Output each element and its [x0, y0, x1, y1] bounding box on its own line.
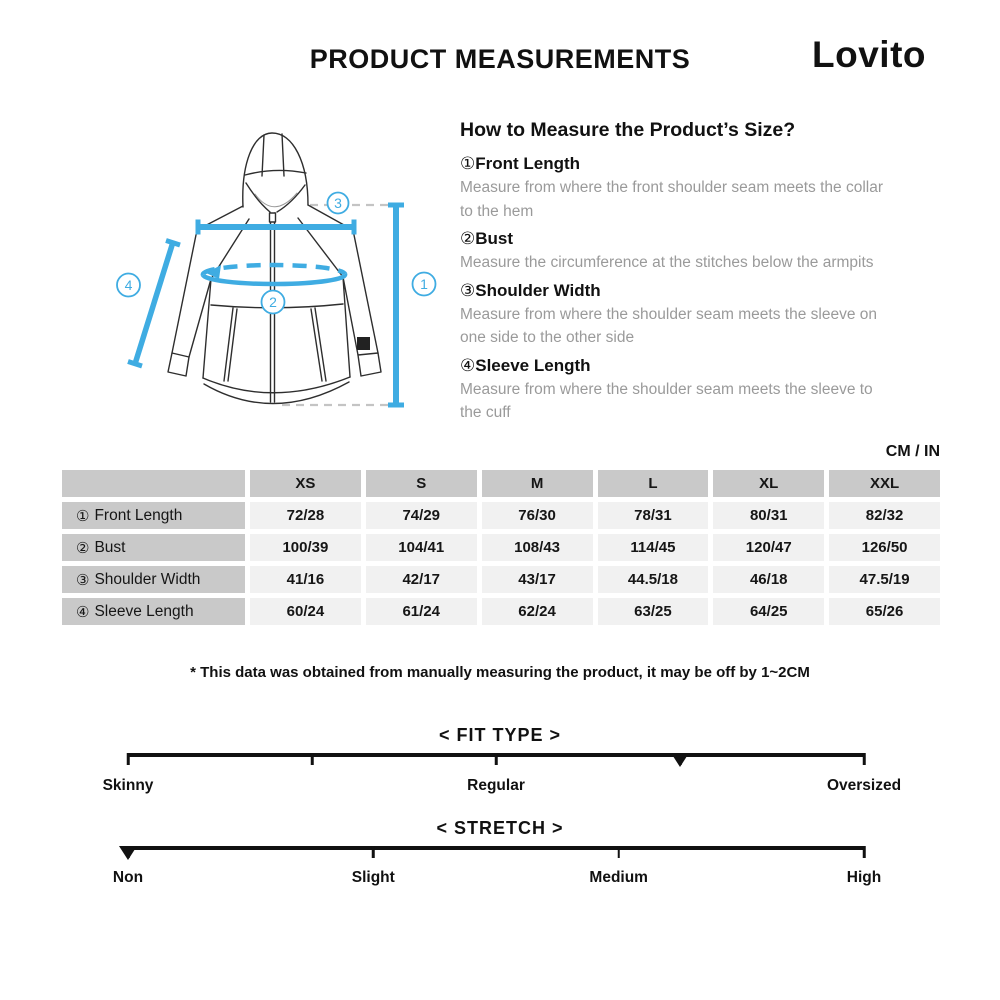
jacket-label-patch: [357, 337, 370, 350]
scale-label: Non: [112, 869, 144, 886]
scale-tick: [617, 846, 620, 858]
size-value: 62/24: [482, 598, 593, 625]
size-value: 64/25: [713, 598, 824, 625]
scale-tick: [863, 846, 866, 858]
size-value: 63/25: [598, 598, 709, 625]
column-header: L: [598, 470, 709, 497]
size-value: 46/18: [713, 566, 824, 593]
circled-number: ①: [460, 154, 476, 173]
brand-logo: Lovito: [812, 34, 926, 75]
howto-item-1: [460, 151, 938, 223]
column-header: XXL: [829, 470, 940, 497]
column-header: M: [482, 470, 593, 497]
svg-text:2: 2: [269, 294, 277, 310]
scale-label: Oversized: [826, 777, 902, 794]
size-value: 120/47: [713, 534, 824, 561]
scale-tick: [863, 753, 866, 765]
row-label: [62, 566, 245, 593]
scale-label: Slight: [351, 869, 395, 886]
jacket-outline: [168, 133, 381, 404]
footnote: * This data was obtained from manually measuring the product, it may be off by 1~2CM: [190, 664, 810, 681]
annotation-1: [413, 273, 436, 296]
howto-item-label: [460, 353, 938, 378]
scale-label: Skinny: [102, 777, 154, 794]
diagram-annotations: [117, 193, 436, 314]
row-label-text: Bust: [94, 538, 126, 556]
size-value: 74/29: [366, 502, 477, 529]
size-value: 76/30: [482, 502, 593, 529]
table-corner-cell: [62, 470, 245, 497]
page-title: PRODUCT MEASUREMENTS: [309, 44, 691, 74]
circled-number: ②: [460, 229, 476, 248]
annotation-2: [262, 291, 285, 314]
howto-item-desc: Measure from where the shoulder seam meets the sleeve on one side to the other side: [460, 305, 877, 346]
fit-type-labels: [102, 777, 902, 797]
size-value: 65/26: [829, 598, 940, 625]
stretch-scale: [128, 846, 864, 850]
howto-list: [460, 151, 938, 425]
svg-text:1: 1: [420, 276, 428, 292]
howto-item-4: [460, 353, 938, 425]
size-value: 100/39: [250, 534, 361, 561]
scale-tick: [495, 753, 498, 765]
size-value: 82/32: [829, 502, 940, 529]
circled-number: ①: [76, 507, 90, 525]
howto-item-label: [460, 151, 938, 176]
circled-number: ③: [460, 280, 476, 300]
units-label: CM / IN: [885, 443, 940, 460]
row-label: [62, 534, 245, 561]
column-header: XL: [713, 470, 824, 497]
row-label-text: Shoulder Width: [94, 570, 201, 588]
howto-item-name: Bust: [475, 229, 514, 248]
howto-item-3: [460, 278, 938, 350]
column-header: XS: [250, 470, 361, 497]
size-value: 104/41: [366, 534, 477, 561]
scale-marker: [119, 846, 137, 860]
howto-item-2: [460, 226, 938, 275]
howto-item-desc: Measure the circumference at the stitches below the armpits: [460, 254, 874, 271]
size-value: 78/31: [598, 502, 709, 529]
size-value: 44.5/18: [598, 566, 709, 593]
size-value: 60/24: [250, 598, 361, 625]
fit-type-title: < FIT TYPE >: [438, 725, 562, 745]
size-value: 72/28: [250, 502, 361, 529]
row-label-text: Sleeve Length: [94, 602, 194, 620]
scale-marker: [671, 753, 689, 767]
annotation-4: [117, 274, 140, 297]
scale-label: High: [846, 869, 882, 886]
scale-tick: [127, 753, 130, 765]
size-value: 42/17: [366, 566, 477, 593]
scale-label: Medium: [589, 869, 648, 886]
circled-number: ④: [76, 603, 90, 621]
howto-item-name: Front Length: [475, 154, 581, 173]
scale-tick: [311, 753, 314, 765]
stretch-title: < STRETCH >: [436, 818, 564, 838]
howto-heading: How to Measure the Product’s Size?: [460, 119, 796, 141]
fit-type-scale: [128, 753, 864, 757]
howto-item-label: [460, 278, 938, 303]
size-value: 61/24: [366, 598, 477, 625]
jacket-diagram: [100, 120, 460, 440]
svg-text:3: 3: [334, 195, 342, 211]
size-value: 47.5/19: [829, 566, 940, 593]
row-label: [62, 502, 245, 529]
row-label-text: Front Length: [94, 506, 183, 524]
howto-section: [460, 119, 938, 425]
scale-tick: [372, 846, 375, 858]
howto-item-desc: Measure from where the shoulder seam meets the sleeve to the cuff: [460, 380, 873, 421]
stretch-labels: [112, 869, 882, 889]
howto-item-name: Sleeve Length: [475, 355, 591, 375]
circled-number: ③: [76, 571, 90, 589]
svg-text:4: 4: [124, 277, 133, 293]
scale-label: Regular: [467, 777, 525, 794]
circled-number: ②: [76, 539, 90, 557]
column-header: S: [366, 470, 477, 497]
howto-item-name: Shoulder Width: [475, 280, 601, 300]
howto-item-desc: Measure from where the front shoulder seam meets the collar to the hem: [460, 179, 883, 220]
size-value: 41/16: [250, 566, 361, 593]
howto-item-label: [460, 226, 938, 251]
circled-number: ④: [460, 355, 476, 375]
size-value: 108/43: [482, 534, 593, 561]
size-table: [62, 470, 940, 625]
size-value: 114/45: [598, 534, 709, 561]
size-value: 43/17: [482, 566, 593, 593]
row-label: [62, 598, 245, 625]
annotation-3: [328, 193, 349, 214]
size-value: 80/31: [713, 502, 824, 529]
size-value: 126/50: [829, 534, 940, 561]
